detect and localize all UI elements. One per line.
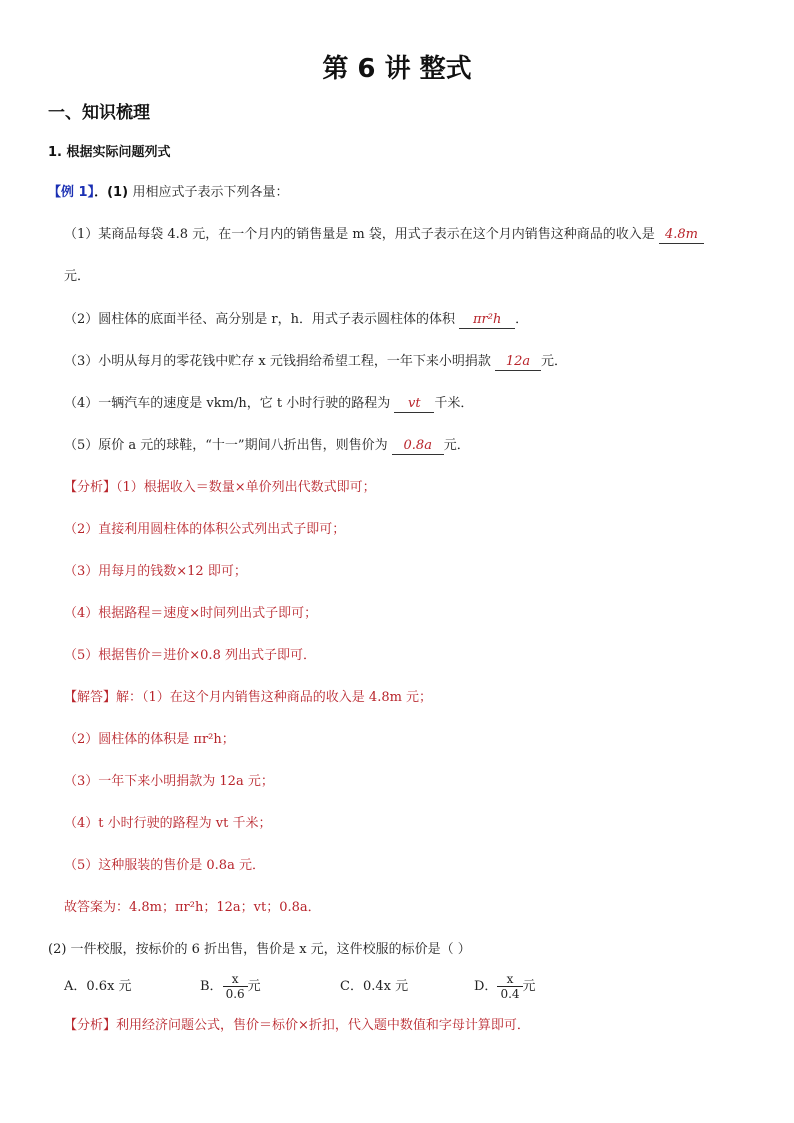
question-5-end: 元． xyxy=(443,438,470,453)
analysis-line-1 xyxy=(64,479,376,497)
analysis-text-1: （1）根据收入＝数量×单价列出代数式即可； xyxy=(116,480,376,495)
solution-line-5: （5）这种服装的售价是 0.8a 元． xyxy=(64,858,265,873)
question-3-text: （3）小明从每月的零花钱中贮存 x 元钱捐给希望工程，一年下来小明捐款 xyxy=(64,354,491,369)
question-1-answer: 4.8m xyxy=(659,227,704,244)
option-b-unit: 元 xyxy=(247,979,261,994)
question-part-2: (2) 一件校服，按标价的 6 折出售，售价是 x 元，这件校服的标价是（ ） xyxy=(48,942,471,957)
option-d-denominator: 0.4 xyxy=(497,986,522,1001)
question-5 xyxy=(64,437,470,455)
question-5-answer: 0.8a xyxy=(392,438,444,455)
analysis-line-2: （2）直接利用圆柱体的体积公式列出式子即可； xyxy=(64,522,346,537)
final-answer: 故答案为：4.8m；πr²h；12a；vt；0.8a． xyxy=(64,900,321,915)
example-header xyxy=(48,184,289,202)
option-c: C．0.4x 元 xyxy=(340,979,409,994)
option-a: A．0.6x 元 xyxy=(64,979,132,994)
solution-line-4: （4）t 小时行驶的路程为 vt 千米； xyxy=(64,816,272,831)
example-part-label: ．(1) xyxy=(94,185,133,200)
analysis-line-3: （3）用每月的钱数×12 即可； xyxy=(64,564,247,579)
question-2-text: （2）圆柱体的底面半径、高分别是 r，h．用式子表示圆柱体的体积 xyxy=(64,312,455,327)
analysis-line-4: （4）根据路程＝速度×时间列出式子即可； xyxy=(64,606,318,621)
analysis-line-5: （5）根据售价＝进价×0.8 列出式子即可． xyxy=(64,648,316,663)
solution-line-3: （3）一年下来小明捐款为 12a 元； xyxy=(64,774,274,789)
option-d-label: D． xyxy=(474,979,498,994)
question-1-unit: 元． xyxy=(64,269,91,284)
subsection-heading: 1. 根据实际问题列式 xyxy=(48,145,171,160)
example-tag: 【例 1】 xyxy=(48,185,95,200)
question-2-answer: πr²h xyxy=(459,312,515,329)
question-3-answer: 12a xyxy=(495,354,541,371)
question-5-text: （5）原价 a 元的球鞋，“十一”期间八折出售，则售价为 xyxy=(64,438,388,453)
question-3-end: 元． xyxy=(541,354,568,369)
analysis-tag: 【分析】 xyxy=(64,480,117,495)
solution-tag: 【解答】 xyxy=(64,690,117,705)
page-title: 第 6 讲 整式 xyxy=(322,54,472,84)
option-d-fraction xyxy=(497,972,522,1001)
question-4-end: 千米． xyxy=(434,396,474,411)
option-b-numerator: x xyxy=(231,972,239,986)
question-1 xyxy=(64,226,704,244)
solution-line-1 xyxy=(64,689,432,707)
example-lead: 用相应式子表示下列各量： xyxy=(132,185,289,200)
question-4-answer: vt xyxy=(394,396,434,413)
option-b-fraction xyxy=(223,972,248,1001)
question-3 xyxy=(64,353,567,371)
question-1-text: （1）某商品每袋 4.8 元，在一个月内的销售量是 m 袋，用式子表示在这个月内销售这种商品的收入是 xyxy=(64,227,655,242)
question-4-text: （4）一辆汽车的速度是 vkm/h，它 t 小时行驶的路程为 xyxy=(64,396,391,411)
solution-line-2: （2）圆柱体的体积是 πr²h； xyxy=(64,732,235,747)
part-2-analysis xyxy=(64,1017,530,1035)
option-d-numerator: x xyxy=(506,972,514,986)
section-heading: 一、知识梳理 xyxy=(48,103,150,123)
option-d xyxy=(474,972,536,1002)
option-b xyxy=(200,972,261,1002)
solution-text-1: 解：（1）在这个月内销售这种商品的收入是 4.8m 元； xyxy=(116,690,433,705)
question-2-end: ． xyxy=(515,312,529,327)
question-4 xyxy=(64,395,473,413)
question-2 xyxy=(64,311,528,329)
part-2-analysis-tag: 【分析】 xyxy=(64,1018,117,1033)
option-b-denominator: 0.6 xyxy=(223,986,248,1001)
part-2-analysis-text: 利用经济问题公式，售价＝标价×折扣，代入题中数值和字母计算即可． xyxy=(116,1018,530,1033)
option-d-unit: 元 xyxy=(522,979,536,994)
option-b-label: B． xyxy=(200,979,223,994)
